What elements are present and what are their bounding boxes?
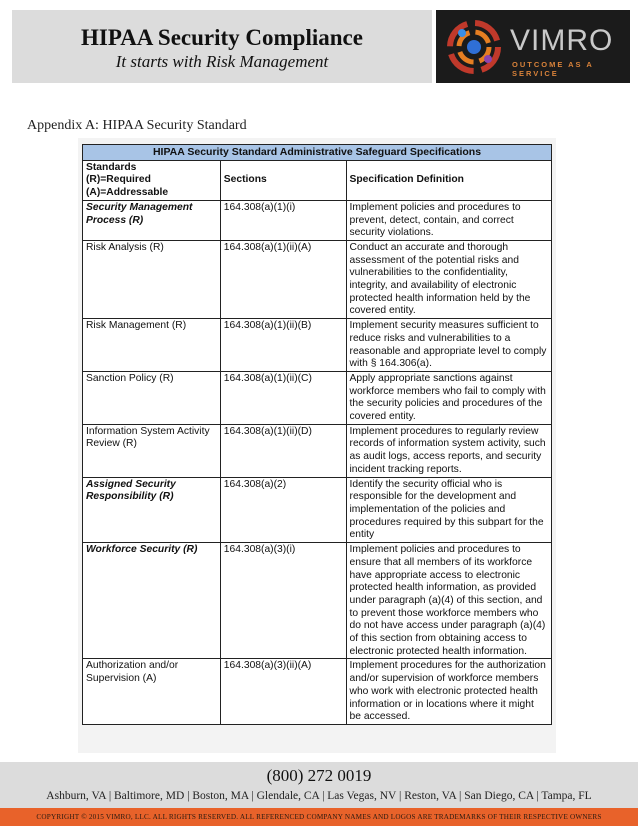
- footer-phone: (800) 272 0019: [266, 766, 372, 785]
- row-definition: Conduct an accurate and thorough assessment of the potential risks and vulnerabilities to the confidentiality, integrity, and availability of electronic protected health information held by the covered entity.: [346, 240, 551, 318]
- table-row: [83, 319, 552, 372]
- header-standards-line: (R)=Required: [86, 174, 151, 186]
- vimro-logo: [436, 10, 630, 83]
- row-section: 164.308(a)(1)(ii)(D): [220, 424, 346, 477]
- table-row: [83, 477, 552, 543]
- row-section: 164.308(a)(1)(ii)(A): [220, 240, 346, 318]
- row-standard: Workforce Security (R): [83, 543, 221, 659]
- row-definition: Implement policies and procedures to ensure that all members of its workforce have appropriate access to electronic protected health information, as provided under paragraph (a)(4) of this section, and to prevent those workforce members who do not have access under paragraph (a)(4) of this section from obtaining access to electronic protected health information.: [346, 543, 551, 659]
- header-standards-line: (A)=Addressable: [86, 187, 169, 199]
- page-footer: [0, 762, 638, 808]
- page-header: [0, 0, 638, 88]
- header-definition: Specification Definition: [346, 160, 551, 200]
- table-row: [83, 424, 552, 477]
- header-sections: Sections: [220, 160, 346, 200]
- row-definition: Implement procedures to regularly review records of information system activity, such as audit logs, access reports, and security incident tracking reports.: [346, 424, 551, 477]
- vimro-logo-icon: [446, 19, 502, 75]
- row-section: 164.308(a)(1)(ii)(B): [220, 319, 346, 372]
- header-standards: [83, 160, 221, 200]
- table-row: [83, 659, 552, 725]
- row-section: 164.308(a)(3)(ii)(A): [220, 659, 346, 725]
- row-standard: Security Management Process (R): [83, 200, 221, 240]
- row-section: 164.308(a)(2): [220, 477, 346, 543]
- page-title: HIPAA Security Compliance: [81, 25, 363, 50]
- row-section: 164.308(a)(3)(i): [220, 543, 346, 659]
- title-banner: [12, 10, 432, 83]
- table-header-row: [83, 160, 552, 200]
- row-section: 164.308(a)(1)(i): [220, 200, 346, 240]
- row-definition: Implement security measures sufficient to reduce risks and vulnerabilities to a reasonable and appropriate level to comply with § 164.306(a).: [346, 319, 551, 372]
- row-definition: Implement procedures for the authorization and/or supervision of workforce members who work with electronic protected health information or in locations where it might be accessed.: [346, 659, 551, 725]
- row-definition: Identify the security official who is responsible for the development and implementation of the policies and procedures required by this subpart for the entity: [346, 477, 551, 543]
- table-row: [83, 371, 552, 424]
- logo-name: VIMRO: [510, 24, 614, 57]
- row-definition: Apply appropriate sanctions against workforce members who fail to comply with the security policies and procedures of the covered entity.: [346, 371, 551, 424]
- row-standard: Authorization and/or Supervision (A): [83, 659, 221, 725]
- table-row: [83, 200, 552, 240]
- page-subtitle: It starts with Risk Management: [115, 52, 329, 71]
- table-container: [78, 138, 556, 753]
- table-row: [83, 240, 552, 318]
- copyright-bar: COPYRIGHT © 2015 VIMRO, LLC. ALL RIGHTS RESERVED. ALL REFERENCED COMPANY NAMES AND LOGOS ARE TRADEMARKS OF THEIR RESPECTIVE OWNERS: [0, 808, 638, 826]
- table-caption: HIPAA Security Standard Administrative Safeguard Specifications: [83, 145, 552, 161]
- row-section: 164.308(a)(1)(ii)(C): [220, 371, 346, 424]
- table-row: [83, 543, 552, 659]
- row-definition: Implement policies and procedures to prevent, detect, contain, and correct security violations.: [346, 200, 551, 240]
- row-standard: Information System Activity Review (R): [83, 424, 221, 477]
- footer-locations: Ashburn, VA | Baltimore, MD | Boston, MA | Glendale, CA | Las Vegas, NV | Reston, VA | San Diego, CA | Tampa, FL: [46, 790, 592, 802]
- row-standard: Assigned Security Responsibility (R): [83, 477, 221, 543]
- header-standards-line: Standards: [86, 161, 137, 173]
- row-standard: Risk Analysis (R): [83, 240, 221, 318]
- logo-tagline: OUTCOME AS A SERVICE: [512, 60, 594, 78]
- safeguard-table: [82, 144, 552, 725]
- row-standard: Risk Management (R): [83, 319, 221, 372]
- appendix-title: Appendix A: HIPAA Security Standard: [27, 118, 247, 133]
- row-standard: Sanction Policy (R): [83, 371, 221, 424]
